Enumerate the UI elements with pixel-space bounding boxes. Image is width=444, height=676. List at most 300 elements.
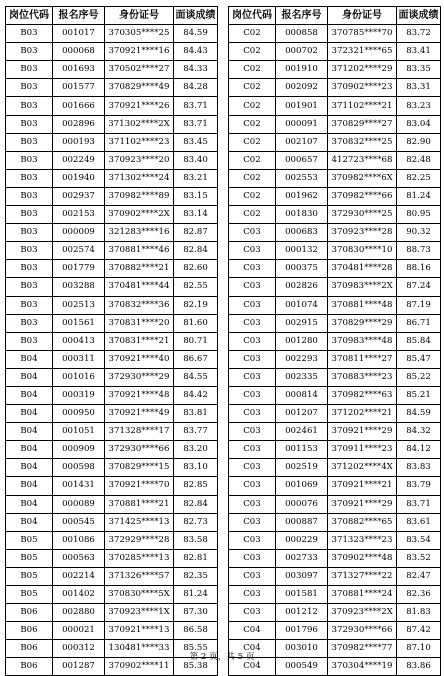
position-code-cell: B04 — [6, 441, 53, 459]
table-row — [6, 97, 218, 115]
interview-score-cell: 83.14 — [174, 206, 218, 224]
position-code-cell: C02 — [229, 61, 276, 79]
table-row — [229, 441, 441, 459]
interview-score-cell: 83.71 — [174, 115, 218, 133]
id-number-cell: 371202****29 — [328, 61, 397, 79]
interview-score-cell: 83.61 — [397, 513, 441, 531]
registration-number-cell: 002896 — [53, 115, 105, 133]
interview-score-cell: 83.77 — [174, 423, 218, 441]
table-row — [6, 405, 218, 423]
header-id-number: 身份证号 — [328, 7, 397, 25]
registration-number-cell: 000319 — [53, 386, 105, 404]
id-number-cell: 370830****5X — [105, 586, 174, 604]
position-code-cell: C03 — [229, 604, 276, 622]
position-code-cell: C03 — [229, 441, 276, 459]
registration-number-cell: 001017 — [53, 25, 105, 43]
position-code-cell: C03 — [229, 296, 276, 314]
position-code-cell: C02 — [229, 115, 276, 133]
table-row — [6, 459, 218, 477]
position-code-cell: C03 — [229, 332, 276, 350]
registration-number-cell: 000089 — [53, 495, 105, 513]
position-code-cell: C03 — [229, 314, 276, 332]
header-row — [229, 7, 441, 25]
id-number-cell: 371102****21 — [328, 97, 397, 115]
interview-score-cell: 83.58 — [174, 531, 218, 549]
table-row — [6, 531, 218, 549]
interview-score-cell: 83.71 — [397, 495, 441, 513]
id-number-cell: 370830****10 — [328, 242, 397, 260]
position-code-cell: B03 — [6, 79, 53, 97]
id-number-cell: 372929****28 — [105, 531, 174, 549]
position-code-cell: B03 — [6, 187, 53, 205]
registration-number-cell: 001666 — [53, 97, 105, 115]
position-code-cell: B04 — [6, 350, 53, 368]
id-number-cell: 370883****23 — [328, 368, 397, 386]
interview-score-cell: 83.45 — [174, 133, 218, 151]
interview-score-cell: 82.25 — [397, 169, 441, 187]
interview-score-cell: 81.83 — [397, 604, 441, 622]
interview-score-cell: 84.43 — [174, 43, 218, 61]
position-code-cell: C03 — [229, 549, 276, 567]
table-row — [6, 187, 218, 205]
id-number-cell: 370882****65 — [328, 513, 397, 531]
position-code-cell: B03 — [6, 169, 53, 187]
interview-score-cell: 82.19 — [174, 296, 218, 314]
position-code-cell: B04 — [6, 459, 53, 477]
registration-number-cell: 000909 — [53, 441, 105, 459]
id-number-cell: 370902****11 — [105, 658, 174, 676]
score-table-right — [228, 6, 441, 676]
table-row — [229, 350, 441, 368]
id-number-cell: 370831****21 — [105, 332, 174, 350]
table-row — [229, 386, 441, 404]
id-number-cell: 370829****27 — [328, 115, 397, 133]
interview-score-cell: 82.85 — [174, 477, 218, 495]
registration-number-cell: 001207 — [276, 405, 328, 423]
page-number-footer: 第 2 页，共 5 页 — [189, 652, 255, 662]
registration-number-cell: 001280 — [276, 332, 328, 350]
registration-number-cell: 002335 — [276, 368, 328, 386]
interview-score-cell: 87.30 — [174, 604, 218, 622]
registration-number-cell: 000193 — [53, 133, 105, 151]
id-number-cell: 370811****27 — [328, 350, 397, 368]
position-code-cell: B03 — [6, 332, 53, 350]
interview-score-cell: 85.84 — [397, 332, 441, 350]
id-number-cell: 370983****48 — [328, 332, 397, 350]
position-code-cell: B03 — [6, 242, 53, 260]
table-row — [229, 586, 441, 604]
interview-score-cell: 84.59 — [397, 405, 441, 423]
id-number-cell: 371425****13 — [105, 513, 174, 531]
table-row — [6, 151, 218, 169]
interview-score-cell: 82.47 — [397, 567, 441, 585]
position-code-cell: C03 — [229, 423, 276, 441]
interview-score-cell: 87.42 — [397, 622, 441, 640]
interview-score-cell: 83.79 — [397, 477, 441, 495]
interview-score-cell: 83.21 — [174, 169, 218, 187]
table-row — [229, 405, 441, 423]
header-id-number: 身份证号 — [105, 7, 174, 25]
id-number-cell: 370829****49 — [105, 79, 174, 97]
id-number-cell: 370881****24 — [328, 586, 397, 604]
position-code-cell: C04 — [229, 658, 276, 676]
table-row — [6, 296, 218, 314]
position-code-cell: C03 — [229, 567, 276, 585]
position-code-cell: B03 — [6, 151, 53, 169]
registration-number-cell: 000887 — [276, 513, 328, 531]
registration-number-cell: 000229 — [276, 531, 328, 549]
table-row — [229, 97, 441, 115]
id-number-cell: 370305****25 — [105, 25, 174, 43]
registration-number-cell: 001796 — [276, 622, 328, 640]
id-number-cell: 370923****28 — [328, 224, 397, 242]
position-code-cell: C03 — [229, 495, 276, 513]
registration-number-cell: 001153 — [276, 441, 328, 459]
registration-number-cell: 000598 — [53, 459, 105, 477]
table-row — [229, 43, 441, 61]
id-number-cell: 370911****23 — [328, 441, 397, 459]
id-number-cell: 370902****48 — [328, 549, 397, 567]
interview-score-cell: 84.55 — [174, 368, 218, 386]
interview-score-cell: 85.38 — [174, 658, 218, 676]
registration-number-cell: 002293 — [276, 350, 328, 368]
id-number-cell: 370921****16 — [105, 43, 174, 61]
interview-score-cell: 83.04 — [397, 115, 441, 133]
table-row — [229, 169, 441, 187]
position-code-cell: C03 — [229, 459, 276, 477]
header-registration-number: 报名序号 — [276, 7, 328, 25]
id-number-cell: 370921****48 — [105, 386, 174, 404]
table-row — [6, 43, 218, 61]
position-code-cell: B06 — [6, 622, 53, 640]
id-number-cell: 370881****46 — [105, 242, 174, 260]
id-number-cell: 370982****6X — [328, 169, 397, 187]
registration-number-cell: 000950 — [53, 405, 105, 423]
position-code-cell: B03 — [6, 61, 53, 79]
table-row — [6, 386, 218, 404]
id-number-cell: 370921****21 — [328, 477, 397, 495]
position-code-cell: C03 — [229, 513, 276, 531]
id-number-cell: 372930****66 — [105, 441, 174, 459]
id-number-cell: 371326****57 — [105, 567, 174, 585]
interview-score-cell: 82.84 — [174, 242, 218, 260]
position-code-cell: B06 — [6, 640, 53, 658]
interview-score-cell: 80.95 — [397, 206, 441, 224]
table-row — [229, 567, 441, 585]
interview-score-cell: 90.32 — [397, 224, 441, 242]
header-position-code: 岗位代码 — [229, 7, 276, 25]
id-number-cell: 370502****27 — [105, 61, 174, 79]
id-number-cell: 372930****29 — [105, 368, 174, 386]
id-number-cell: 371327****22 — [328, 567, 397, 585]
position-code-cell: C03 — [229, 386, 276, 404]
table-row — [229, 206, 441, 224]
position-code-cell: C03 — [229, 586, 276, 604]
position-code-cell: C02 — [229, 79, 276, 97]
position-code-cell: B03 — [6, 206, 53, 224]
id-number-cell: 370923****2X — [328, 604, 397, 622]
interview-score-cell: 87.19 — [397, 296, 441, 314]
interview-score-cell: 83.40 — [174, 151, 218, 169]
id-number-cell: 130481****33 — [105, 640, 174, 658]
table-row — [229, 133, 441, 151]
registration-number-cell: 002880 — [53, 604, 105, 622]
score-table-left — [5, 6, 218, 676]
registration-number-cell: 002513 — [53, 296, 105, 314]
interview-score-cell: 82.73 — [174, 513, 218, 531]
id-number-cell: 370881****21 — [105, 495, 174, 513]
position-code-cell: C02 — [229, 43, 276, 61]
registration-number-cell: 001069 — [276, 477, 328, 495]
interview-score-cell: 83.54 — [397, 531, 441, 549]
registration-number-cell: 001962 — [276, 187, 328, 205]
registration-number-cell: 002553 — [276, 169, 328, 187]
registration-number-cell: 000413 — [53, 332, 105, 350]
table-row — [6, 115, 218, 133]
header-interview-score: 面谈成绩 — [174, 7, 218, 25]
interview-score-cell: 83.23 — [397, 97, 441, 115]
position-code-cell: C02 — [229, 25, 276, 43]
position-code-cell: B04 — [6, 405, 53, 423]
interview-score-cell: 82.90 — [397, 133, 441, 151]
position-code-cell: C03 — [229, 278, 276, 296]
position-code-cell: B06 — [6, 604, 53, 622]
id-number-cell: 371202****21 — [328, 405, 397, 423]
registration-number-cell: 000549 — [276, 658, 328, 676]
interview-score-cell: 82.84 — [174, 495, 218, 513]
id-number-cell: 370921****29 — [328, 495, 397, 513]
interview-score-cell: 82.55 — [174, 278, 218, 296]
id-number-cell: 372930****66 — [328, 622, 397, 640]
position-code-cell: B03 — [6, 278, 53, 296]
position-code-cell: C04 — [229, 622, 276, 640]
table-row — [6, 79, 218, 97]
registration-number-cell: 001693 — [53, 61, 105, 79]
registration-number-cell: 000563 — [53, 549, 105, 567]
interview-score-cell: 83.41 — [397, 43, 441, 61]
id-number-cell: 370923****20 — [105, 151, 174, 169]
table-row — [229, 549, 441, 567]
registration-number-cell: 002574 — [53, 242, 105, 260]
table-row — [229, 459, 441, 477]
table-row — [6, 513, 218, 531]
table-row — [6, 567, 218, 585]
registration-number-cell: 002249 — [53, 151, 105, 169]
position-code-cell: C03 — [229, 477, 276, 495]
interview-score-cell: 82.87 — [174, 224, 218, 242]
position-code-cell: C02 — [229, 206, 276, 224]
interview-score-cell: 87.24 — [397, 278, 441, 296]
table-row — [229, 25, 441, 43]
table-row — [6, 549, 218, 567]
interview-score-cell: 82.48 — [397, 151, 441, 169]
table-row — [6, 332, 218, 350]
position-code-cell: B05 — [6, 531, 53, 549]
id-number-cell: 370882****21 — [105, 260, 174, 278]
position-code-cell: C03 — [229, 531, 276, 549]
position-code-cell: B03 — [6, 43, 53, 61]
id-number-cell: 370982****66 — [328, 187, 397, 205]
interview-score-cell: 86.58 — [174, 622, 218, 640]
id-number-cell: 371323****23 — [328, 531, 397, 549]
table-row — [6, 604, 218, 622]
table-row — [6, 350, 218, 368]
registration-number-cell: 002519 — [276, 459, 328, 477]
interview-score-cell: 85.55 — [174, 640, 218, 658]
registration-number-cell: 001431 — [53, 477, 105, 495]
id-number-cell: 321283****16 — [105, 224, 174, 242]
position-code-cell: C02 — [229, 169, 276, 187]
id-number-cell: 370982****63 — [328, 386, 397, 404]
table-row — [6, 25, 218, 43]
table-row — [6, 278, 218, 296]
table-row — [6, 423, 218, 441]
registration-number-cell: 000091 — [276, 115, 328, 133]
table-row — [229, 332, 441, 350]
registration-number-cell: 000021 — [53, 622, 105, 640]
id-number-cell: 370921****70 — [105, 477, 174, 495]
id-number-cell: 371202****4X — [328, 459, 397, 477]
registration-number-cell: 001830 — [276, 206, 328, 224]
interview-score-cell: 84.33 — [174, 61, 218, 79]
position-code-cell: C02 — [229, 133, 276, 151]
interview-score-cell: 83.15 — [174, 187, 218, 205]
interview-score-cell: 83.52 — [397, 549, 441, 567]
interview-score-cell: 81.24 — [397, 187, 441, 205]
registration-number-cell: 002937 — [53, 187, 105, 205]
registration-number-cell: 001561 — [53, 314, 105, 332]
registration-number-cell: 002915 — [276, 314, 328, 332]
registration-number-cell: 002461 — [276, 423, 328, 441]
registration-number-cell: 001051 — [53, 423, 105, 441]
id-number-cell: 370829****29 — [328, 314, 397, 332]
interview-score-cell: 85.21 — [397, 386, 441, 404]
table-row — [6, 441, 218, 459]
id-number-cell: 370921****29 — [328, 423, 397, 441]
registration-number-cell: 000132 — [276, 242, 328, 260]
table-row — [229, 242, 441, 260]
registration-number-cell: 000814 — [276, 386, 328, 404]
position-code-cell: C02 — [229, 151, 276, 169]
position-code-cell: C03 — [229, 350, 276, 368]
id-number-cell: 370481****28 — [328, 260, 397, 278]
header-position-code: 岗位代码 — [6, 7, 53, 25]
table-row — [229, 151, 441, 169]
registration-number-cell: 002107 — [276, 133, 328, 151]
table-row — [6, 477, 218, 495]
table-row — [229, 61, 441, 79]
interview-score-cell: 85.47 — [397, 350, 441, 368]
registration-number-cell: 000312 — [53, 640, 105, 658]
position-code-cell: B04 — [6, 368, 53, 386]
registration-number-cell: 001577 — [53, 79, 105, 97]
interview-score-cell: 86.71 — [397, 314, 441, 332]
position-code-cell: B03 — [6, 25, 53, 43]
table-row — [229, 296, 441, 314]
id-number-cell: 372321****65 — [328, 43, 397, 61]
header-row — [6, 7, 218, 25]
header-interview-score: 面谈成绩 — [397, 7, 441, 25]
position-code-cell: B03 — [6, 133, 53, 151]
position-code-cell: B03 — [6, 97, 53, 115]
registration-number-cell: 000009 — [53, 224, 105, 242]
table-row — [229, 368, 441, 386]
id-number-cell: 370832****36 — [105, 296, 174, 314]
table-row — [6, 206, 218, 224]
registration-number-cell: 000311 — [53, 350, 105, 368]
id-number-cell: 370921****13 — [105, 622, 174, 640]
interview-score-cell: 84.12 — [397, 441, 441, 459]
registration-number-cell: 001901 — [276, 97, 328, 115]
registration-number-cell: 000375 — [276, 260, 328, 278]
id-number-cell: 370902****2X — [105, 206, 174, 224]
interview-score-cell: 83.20 — [174, 441, 218, 459]
table-row — [229, 622, 441, 640]
table-row — [6, 586, 218, 604]
interview-score-cell: 87.10 — [397, 640, 441, 658]
registration-number-cell: 000068 — [53, 43, 105, 61]
table-row — [229, 187, 441, 205]
id-number-cell: 371302****24 — [105, 169, 174, 187]
table-row — [229, 79, 441, 97]
table-row — [6, 368, 218, 386]
registration-number-cell: 000076 — [276, 495, 328, 513]
interview-score-cell: 82.81 — [174, 549, 218, 567]
registration-number-cell: 003010 — [276, 640, 328, 658]
table-row — [229, 513, 441, 531]
table-row — [6, 224, 218, 242]
id-number-cell: 370921****40 — [105, 350, 174, 368]
position-code-cell: C02 — [229, 97, 276, 115]
interview-score-cell: 86.67 — [174, 350, 218, 368]
table-row — [6, 314, 218, 332]
position-code-cell: B04 — [6, 386, 53, 404]
registration-number-cell: 000858 — [276, 25, 328, 43]
position-code-cell: B04 — [6, 495, 53, 513]
registration-number-cell: 002153 — [53, 206, 105, 224]
interview-score-cell: 88.16 — [397, 260, 441, 278]
table-row — [229, 604, 441, 622]
id-number-cell: 370304****19 — [328, 658, 397, 676]
id-number-cell: 372930****25 — [328, 206, 397, 224]
registration-number-cell: 001779 — [53, 260, 105, 278]
id-number-cell: 370481****44 — [105, 278, 174, 296]
position-code-cell: B03 — [6, 115, 53, 133]
table-row — [6, 169, 218, 187]
table-row — [229, 531, 441, 549]
interview-score-cell: 84.59 — [174, 25, 218, 43]
header-registration-number: 报名序号 — [53, 7, 105, 25]
registration-number-cell: 002092 — [276, 79, 328, 97]
registration-number-cell: 000657 — [276, 151, 328, 169]
position-code-cell: C02 — [229, 187, 276, 205]
interview-score-cell: 83.83 — [397, 459, 441, 477]
table-row — [6, 242, 218, 260]
position-code-cell: C04 — [229, 640, 276, 658]
position-code-cell: C03 — [229, 224, 276, 242]
table-row — [229, 477, 441, 495]
interview-score-cell: 84.42 — [174, 386, 218, 404]
id-number-cell: 370983****2X — [328, 278, 397, 296]
position-code-cell: B03 — [6, 260, 53, 278]
id-number-cell: 370902****23 — [328, 79, 397, 97]
registration-number-cell: 001287 — [53, 658, 105, 676]
table-row — [229, 278, 441, 296]
id-number-cell: 371102****23 — [105, 133, 174, 151]
position-code-cell: C03 — [229, 242, 276, 260]
position-code-cell: B05 — [6, 567, 53, 585]
interview-score-cell: 83.72 — [397, 25, 441, 43]
